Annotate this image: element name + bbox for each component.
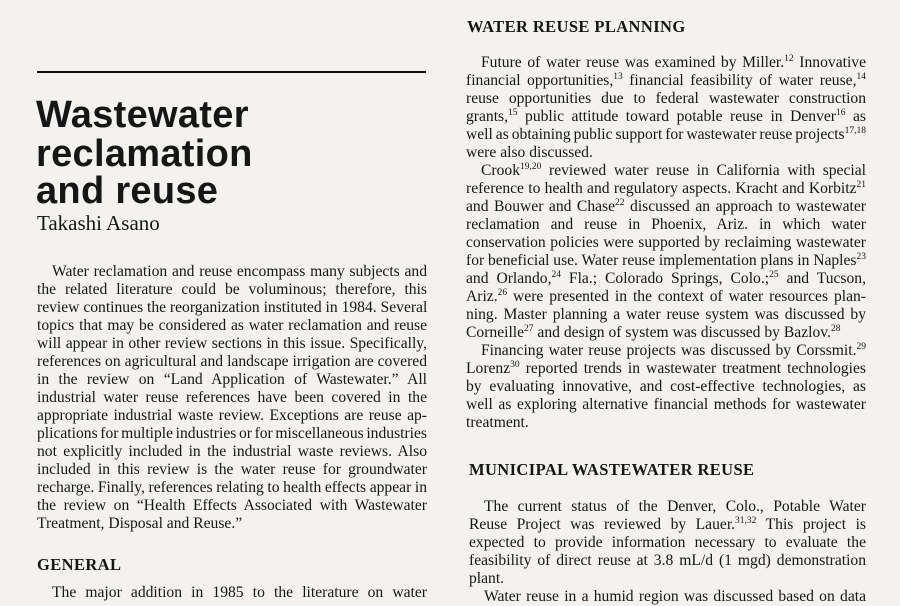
text-line: The current status of the Denver, Colo., Potable Water <box>484 498 866 515</box>
reference-number: 17,18 <box>844 126 866 136</box>
title-rule <box>37 71 426 73</box>
reference-number: 27 <box>524 324 534 334</box>
text-line: plications for multiple industries or for miscellaneous industries <box>37 425 427 442</box>
text-line: plant. <box>469 570 505 587</box>
text-line: Water reclamation and reuse encompass many subjects and <box>52 263 427 280</box>
section-heading-water-reuse-planning: WATER REUSE PLANNING <box>467 17 686 36</box>
text-line: reference to health and regulatory aspects. Kracht and Korbitz$^{21}$ <box>466 180 866 197</box>
text-line: Ariz.$^{26}$ were presented in the context of water resources plan- <box>466 288 866 305</box>
text-line: reuse opportunities due to federal wastewater construction <box>466 90 866 107</box>
reference-number: 15 <box>508 108 518 118</box>
text-line: treatment. <box>466 414 529 431</box>
section-heading-municipal-wastewater-reuse: MUNICIPAL WASTEWATER REUSE <box>469 460 755 479</box>
reference-number: 26 <box>497 288 508 298</box>
text-line: were also discussed. <box>466 144 593 161</box>
text-line: references on agricultural and landscape irrigation are covered <box>37 353 427 370</box>
reference-number: 19,20 <box>519 162 542 172</box>
text-line: The major addition in 1985 to the literature on water <box>52 584 427 601</box>
text-line: the related literature could be voluminous; therefore, this <box>37 281 427 298</box>
reference-number: 13 <box>613 72 623 82</box>
reference-number: 28 <box>830 324 841 334</box>
text-line: appropriate industrial waste review. Exceptions are reuse ap- <box>37 407 427 424</box>
article-title-line-2: reclamation <box>36 133 253 175</box>
text-line: well as obtaining public support for wastewater reuse projects$^{17,18}$ <box>466 126 866 143</box>
text-line: for beneficial use. Water reuse implementation plans in Naples$^{23}$ <box>466 252 866 269</box>
author-name: Takashi Asano <box>37 211 160 235</box>
text-line: Water reuse in a humid region was discussed based on data <box>484 588 866 605</box>
section-heading-general: GENERAL <box>37 555 122 574</box>
text-line: and Orlando,$^{24}$ Fla.; Colorado Springs, Colo.;$^{25}$ and Tucson, <box>466 270 866 287</box>
reference-number: 25 <box>769 270 779 280</box>
text-line: expected to provide information necessary to evaluate the <box>469 534 866 551</box>
text-line: Future of water reuse was examined by Miller.$^{12}$ Innovative <box>481 54 866 71</box>
text-line: the review on “Health Effects Associated with Wastewater <box>37 497 427 514</box>
reference-number: 16 <box>836 108 846 118</box>
text-line: conservation policies were supported by reclaiming wastewater <box>466 234 866 251</box>
text-line: and Bouwer and Chase$^{22}$ discussed an approach to wastewater <box>466 198 866 215</box>
text-line: reclamation and reuse in Phoenix, Ariz. in which water <box>466 216 866 233</box>
reference-number: 30 <box>510 360 520 370</box>
reference-number: 29 <box>856 342 866 352</box>
text-line: included in this review is the water reuse for groundwater <box>37 461 427 478</box>
text-line: financial opportunities,$^{13}$ financial feasibility of water reuse,$^{14}$ <box>466 72 866 89</box>
reference-number: 24 <box>551 270 561 280</box>
reference-number: 12 <box>784 54 794 64</box>
text-line: topics that may be considered as water reclamation and reuse <box>37 317 427 334</box>
text-line: well as exploring alternative financial methods for wastewater <box>466 396 866 413</box>
text-line: not explicitly included in the industrial waste reviews. Also <box>37 443 427 460</box>
text-line: review continues the reorganization instituted in 1984. Several <box>37 299 428 316</box>
text-line: Lorenz$^{30}$ reported trends in wastewater treatment technologies <box>466 360 866 377</box>
text-line: by evaluating innovative, and cost-effective technologies, as <box>466 378 866 395</box>
text-line: grants,$^{15}$ public attitude toward potable reuse in Denver$^{16}$ as <box>466 108 867 125</box>
text-line: Corneille$^{27}$ and design of system was discussed by Bazlov.$^{28}$ <box>466 324 841 341</box>
text-line: industrial water reuse references have been covered in the <box>37 389 427 406</box>
text-line: Reuse Project was reviewed by Lauer.$^{31,32}$ This project is <box>469 516 866 533</box>
text-line: ning. Master planning a water reuse system was discussed by <box>466 306 866 323</box>
text-line: Financing water reuse projects was discussed by Corssmit.$^{29}$ <box>481 342 866 359</box>
text-line: feasibility of direct reuse at 3.8 mL/d (1 mgd) demonstration <box>469 552 866 569</box>
reference-number: 31,32 <box>735 516 757 526</box>
reference-number: 22 <box>615 198 625 208</box>
reference-number: 14 <box>856 72 866 82</box>
text-line: recharge. Finally, references relating to health effects appear in <box>37 479 427 496</box>
reference-number: 21 <box>856 180 866 190</box>
article-title-line-3: and reuse <box>36 170 219 212</box>
text-line: in the review on “Land Application of Wastewater.” All <box>37 371 427 388</box>
text-line: Crook$^{19,20}$ reviewed water reuse in California with special <box>481 162 866 179</box>
text-line: will appear in other review sections in this issue. Specifically, <box>37 335 427 352</box>
text-line: Treatment, Disposal and Reuse.” <box>37 515 243 532</box>
article-title-line-1: Wastewater <box>36 94 249 136</box>
reference-number: 23 <box>856 252 866 262</box>
